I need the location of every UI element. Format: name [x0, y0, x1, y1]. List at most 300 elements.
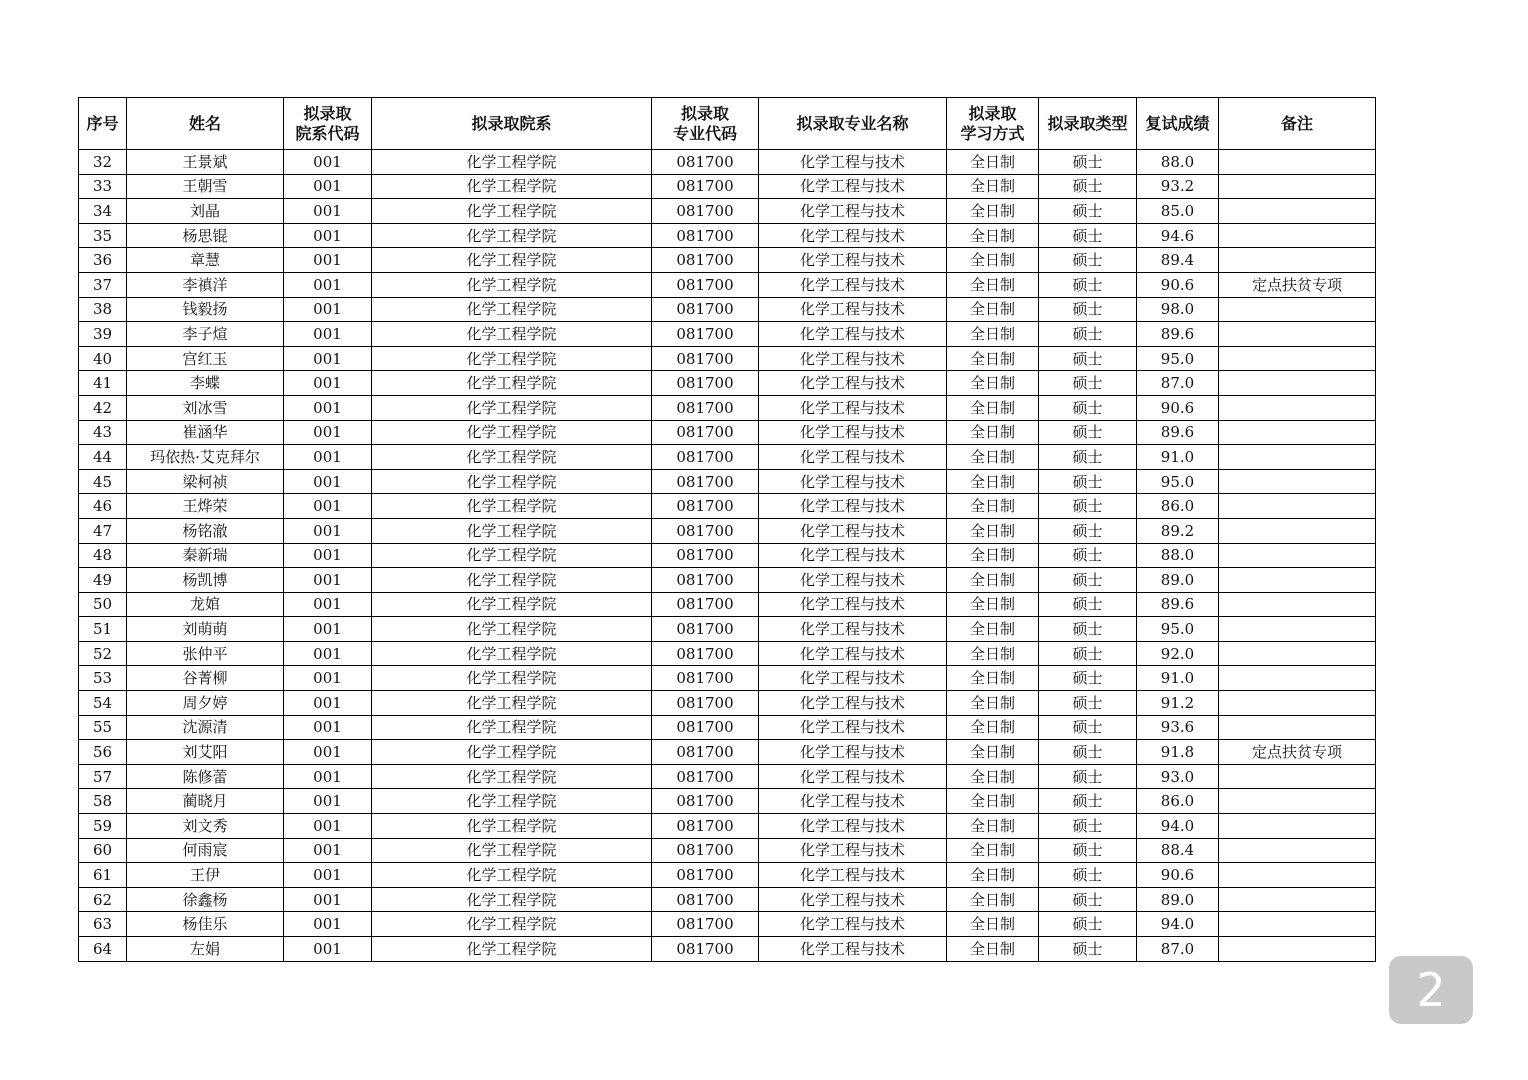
table-row [79, 420, 1376, 445]
admission-type-cell: 硕士 [1039, 887, 1137, 912]
dept-code-cell: 001 [284, 617, 372, 642]
admission-type-cell: 硕士 [1039, 617, 1137, 642]
remarks-cell [1219, 248, 1376, 273]
major-code-cell: 081700 [652, 838, 759, 863]
retest-score-cell: 94.6 [1137, 223, 1219, 248]
table-row [79, 518, 1376, 543]
header-retest-score: 复试成绩 [1137, 98, 1219, 150]
name-cell: 左娟 [127, 937, 284, 962]
retest-score-cell: 88.0 [1137, 543, 1219, 568]
study-mode-cell: 全日制 [947, 789, 1039, 814]
major-name-cell: 化学工程与技术 [759, 199, 947, 224]
dept-code-cell: 001 [284, 715, 372, 740]
header-major-code: 拟录取 专业代码 [652, 98, 759, 150]
table-body [79, 150, 1376, 962]
retest-score-cell: 86.0 [1137, 789, 1219, 814]
seq-cell: 40 [79, 346, 127, 371]
admission-type-cell: 硕士 [1039, 789, 1137, 814]
admission-type-cell: 硕士 [1039, 322, 1137, 347]
seq-cell: 53 [79, 666, 127, 691]
seq-cell: 46 [79, 494, 127, 519]
admission-type-cell: 硕士 [1039, 395, 1137, 420]
header-remarks: 备注 [1219, 98, 1376, 150]
major-code-cell: 081700 [652, 248, 759, 273]
dept-cell: 化学工程学院 [372, 445, 652, 470]
name-cell: 周夕婷 [127, 691, 284, 716]
dept-cell: 化学工程学院 [372, 322, 652, 347]
retest-score-cell: 89.6 [1137, 322, 1219, 347]
name-cell: 王景斌 [127, 150, 284, 175]
name-cell: 沈源清 [127, 715, 284, 740]
retest-score-cell: 93.0 [1137, 764, 1219, 789]
study-mode-cell: 全日制 [947, 494, 1039, 519]
major-code-cell: 081700 [652, 740, 759, 765]
dept-code-cell: 001 [284, 395, 372, 420]
dept-cell: 化学工程学院 [372, 420, 652, 445]
dept-code-cell: 001 [284, 592, 372, 617]
remarks-cell [1219, 887, 1376, 912]
dept-code-cell: 001 [284, 814, 372, 839]
table-row [79, 912, 1376, 937]
major-name-cell: 化学工程与技术 [759, 272, 947, 297]
admission-type-cell: 硕士 [1039, 199, 1137, 224]
major-code-cell: 081700 [652, 715, 759, 740]
dept-cell: 化学工程学院 [372, 174, 652, 199]
seq-cell: 38 [79, 297, 127, 322]
remarks-cell [1219, 715, 1376, 740]
major-name-cell: 化学工程与技术 [759, 445, 947, 470]
major-code-cell: 081700 [652, 789, 759, 814]
remarks-cell [1219, 912, 1376, 937]
admission-type-cell: 硕士 [1039, 445, 1137, 470]
study-mode-cell: 全日制 [947, 518, 1039, 543]
table-row [79, 740, 1376, 765]
remarks-cell [1219, 346, 1376, 371]
admission-table [78, 97, 1376, 962]
dept-code-cell: 001 [284, 937, 372, 962]
dept-code-cell: 001 [284, 272, 372, 297]
remarks-cell [1219, 469, 1376, 494]
dept-code-cell: 001 [284, 150, 372, 175]
study-mode-cell: 全日制 [947, 469, 1039, 494]
seq-cell: 55 [79, 715, 127, 740]
remarks-cell: 定点扶贫专项 [1219, 272, 1376, 297]
table-row [79, 789, 1376, 814]
retest-score-cell: 88.4 [1137, 838, 1219, 863]
study-mode-cell: 全日制 [947, 199, 1039, 224]
major-name-cell: 化学工程与技术 [759, 322, 947, 347]
table-row [79, 199, 1376, 224]
remarks-cell [1219, 297, 1376, 322]
name-cell: 玛依热·艾克拜尔 [127, 445, 284, 470]
admission-type-cell: 硕士 [1039, 912, 1137, 937]
study-mode-cell: 全日制 [947, 297, 1039, 322]
remarks-cell [1219, 420, 1376, 445]
admission-type-cell: 硕士 [1039, 641, 1137, 666]
dept-code-cell: 001 [284, 494, 372, 519]
remarks-cell [1219, 814, 1376, 839]
dept-cell: 化学工程学院 [372, 346, 652, 371]
seq-cell: 61 [79, 863, 127, 888]
study-mode-cell: 全日制 [947, 420, 1039, 445]
admission-type-cell: 硕士 [1039, 715, 1137, 740]
remarks-cell [1219, 764, 1376, 789]
admission-type-cell: 硕士 [1039, 814, 1137, 839]
table-header-row [79, 98, 1376, 150]
dept-code-cell: 001 [284, 887, 372, 912]
remarks-cell [1219, 174, 1376, 199]
major-name-cell: 化学工程与技术 [759, 568, 947, 593]
dept-code-cell: 001 [284, 764, 372, 789]
retest-score-cell: 89.2 [1137, 518, 1219, 543]
study-mode-cell: 全日制 [947, 912, 1039, 937]
name-cell: 王朝雪 [127, 174, 284, 199]
seq-cell: 32 [79, 150, 127, 175]
header-name: 姓名 [127, 98, 284, 150]
retest-score-cell: 91.2 [1137, 691, 1219, 716]
dept-code-cell: 001 [284, 297, 372, 322]
name-cell: 蔺晓月 [127, 789, 284, 814]
header-seq: 序号 [79, 98, 127, 150]
dept-code-cell: 001 [284, 666, 372, 691]
dept-cell: 化学工程学院 [372, 691, 652, 716]
major-name-cell: 化学工程与技术 [759, 789, 947, 814]
dept-cell: 化学工程学院 [372, 863, 652, 888]
remarks-cell [1219, 494, 1376, 519]
name-cell: 梁柯祯 [127, 469, 284, 494]
retest-score-cell: 91.8 [1137, 740, 1219, 765]
major-code-cell: 081700 [652, 592, 759, 617]
dept-code-cell: 001 [284, 691, 372, 716]
major-name-cell: 化学工程与技术 [759, 420, 947, 445]
admission-type-cell: 硕士 [1039, 937, 1137, 962]
major-code-cell: 081700 [652, 863, 759, 888]
study-mode-cell: 全日制 [947, 740, 1039, 765]
table-row [79, 371, 1376, 396]
study-mode-cell: 全日制 [947, 371, 1039, 396]
name-cell: 刘冰雪 [127, 395, 284, 420]
study-mode-cell: 全日制 [947, 887, 1039, 912]
study-mode-cell: 全日制 [947, 346, 1039, 371]
admission-type-cell: 硕士 [1039, 666, 1137, 691]
major-name-cell: 化学工程与技术 [759, 887, 947, 912]
major-code-cell: 081700 [652, 346, 759, 371]
major-code-cell: 081700 [652, 371, 759, 396]
table-row [79, 174, 1376, 199]
seq-cell: 35 [79, 223, 127, 248]
name-cell: 徐鑫杨 [127, 887, 284, 912]
name-cell: 杨凯博 [127, 568, 284, 593]
name-cell: 龙婠 [127, 592, 284, 617]
admission-type-cell: 硕士 [1039, 740, 1137, 765]
retest-score-cell: 86.0 [1137, 494, 1219, 519]
major-name-cell: 化学工程与技术 [759, 691, 947, 716]
admission-type-cell: 硕士 [1039, 248, 1137, 273]
dept-cell: 化学工程学院 [372, 912, 652, 937]
study-mode-cell: 全日制 [947, 838, 1039, 863]
retest-score-cell: 92.0 [1137, 641, 1219, 666]
seq-cell: 45 [79, 469, 127, 494]
major-code-cell: 081700 [652, 297, 759, 322]
remarks-cell [1219, 568, 1376, 593]
major-code-cell: 081700 [652, 887, 759, 912]
seq-cell: 43 [79, 420, 127, 445]
table-row [79, 494, 1376, 519]
seq-cell: 33 [79, 174, 127, 199]
major-code-cell: 081700 [652, 199, 759, 224]
admission-type-cell: 硕士 [1039, 838, 1137, 863]
major-name-cell: 化学工程与技术 [759, 740, 947, 765]
table-row [79, 568, 1376, 593]
dept-cell: 化学工程学院 [372, 617, 652, 642]
admission-type-cell: 硕士 [1039, 568, 1137, 593]
major-name-cell: 化学工程与技术 [759, 764, 947, 789]
admission-type-cell: 硕士 [1039, 420, 1137, 445]
remarks-cell [1219, 371, 1376, 396]
dept-code-cell: 001 [284, 248, 372, 273]
table-row [79, 150, 1376, 175]
retest-score-cell: 94.0 [1137, 912, 1219, 937]
major-name-cell: 化学工程与技术 [759, 592, 947, 617]
dept-cell: 化学工程学院 [372, 494, 652, 519]
study-mode-cell: 全日制 [947, 568, 1039, 593]
table-row [79, 937, 1376, 962]
seq-cell: 41 [79, 371, 127, 396]
study-mode-cell: 全日制 [947, 666, 1039, 691]
study-mode-cell: 全日制 [947, 272, 1039, 297]
seq-cell: 52 [79, 641, 127, 666]
study-mode-cell: 全日制 [947, 814, 1039, 839]
major-name-cell: 化学工程与技术 [759, 518, 947, 543]
name-cell: 陈修蕾 [127, 764, 284, 789]
table-row [79, 469, 1376, 494]
dept-cell: 化学工程学院 [372, 568, 652, 593]
seq-cell: 47 [79, 518, 127, 543]
remarks-cell [1219, 617, 1376, 642]
dept-cell: 化学工程学院 [372, 543, 652, 568]
dept-cell: 化学工程学院 [372, 395, 652, 420]
dept-cell: 化学工程学院 [372, 199, 652, 224]
admission-type-cell: 硕士 [1039, 543, 1137, 568]
header-dept: 拟录取院系 [372, 98, 652, 150]
major-code-cell: 081700 [652, 223, 759, 248]
major-name-cell: 化学工程与技术 [759, 469, 947, 494]
retest-score-cell: 90.6 [1137, 395, 1219, 420]
seq-cell: 44 [79, 445, 127, 470]
major-name-cell: 化学工程与技术 [759, 395, 947, 420]
retest-score-cell: 89.0 [1137, 887, 1219, 912]
header-major-name: 拟录取专业名称 [759, 98, 947, 150]
major-name-cell: 化学工程与技术 [759, 150, 947, 175]
seq-cell: 36 [79, 248, 127, 273]
major-code-cell: 081700 [652, 764, 759, 789]
major-code-cell: 081700 [652, 814, 759, 839]
remarks-cell [1219, 666, 1376, 691]
seq-cell: 63 [79, 912, 127, 937]
table-row [79, 223, 1376, 248]
dept-code-cell: 001 [284, 789, 372, 814]
admission-type-cell: 硕士 [1039, 174, 1137, 199]
major-name-cell: 化学工程与技术 [759, 641, 947, 666]
table-row [79, 395, 1376, 420]
major-code-cell: 081700 [652, 568, 759, 593]
major-code-cell: 081700 [652, 322, 759, 347]
table-row [79, 297, 1376, 322]
dept-cell: 化学工程学院 [372, 272, 652, 297]
major-code-cell: 081700 [652, 272, 759, 297]
table-row [79, 592, 1376, 617]
major-name-cell: 化学工程与技术 [759, 912, 947, 937]
table-row [79, 641, 1376, 666]
major-name-cell: 化学工程与技术 [759, 346, 947, 371]
seq-cell: 58 [79, 789, 127, 814]
seq-cell: 39 [79, 322, 127, 347]
study-mode-cell: 全日制 [947, 395, 1039, 420]
table-row [79, 322, 1376, 347]
remarks-cell [1219, 223, 1376, 248]
name-cell: 李蝶 [127, 371, 284, 396]
major-name-cell: 化学工程与技术 [759, 666, 947, 691]
seq-cell: 49 [79, 568, 127, 593]
table-row [79, 838, 1376, 863]
major-code-cell: 081700 [652, 518, 759, 543]
remarks-cell [1219, 395, 1376, 420]
major-name-cell: 化学工程与技术 [759, 297, 947, 322]
remarks-cell [1219, 150, 1376, 175]
major-name-cell: 化学工程与技术 [759, 248, 947, 273]
dept-code-cell: 001 [284, 543, 372, 568]
dept-code-cell: 001 [284, 445, 372, 470]
study-mode-cell: 全日制 [947, 691, 1039, 716]
major-name-cell: 化学工程与技术 [759, 838, 947, 863]
major-name-cell: 化学工程与技术 [759, 617, 947, 642]
dept-cell: 化学工程学院 [372, 371, 652, 396]
name-cell: 李禛洋 [127, 272, 284, 297]
header-dept-code: 拟录取 院系代码 [284, 98, 372, 150]
dept-cell: 化学工程学院 [372, 764, 652, 789]
major-code-cell: 081700 [652, 395, 759, 420]
retest-score-cell: 94.0 [1137, 814, 1219, 839]
name-cell: 杨铭澈 [127, 518, 284, 543]
remarks-cell [1219, 937, 1376, 962]
dept-cell: 化学工程学院 [372, 592, 652, 617]
study-mode-cell: 全日制 [947, 863, 1039, 888]
name-cell: 刘萌萌 [127, 617, 284, 642]
dept-code-cell: 001 [284, 322, 372, 347]
dept-cell: 化学工程学院 [372, 937, 652, 962]
major-name-cell: 化学工程与技术 [759, 863, 947, 888]
admission-type-cell: 硕士 [1039, 272, 1137, 297]
dept-code-cell: 001 [284, 174, 372, 199]
retest-score-cell: 89.6 [1137, 420, 1219, 445]
header-study-mode: 拟录取 学习方式 [947, 98, 1039, 150]
seq-cell: 34 [79, 199, 127, 224]
admission-type-cell: 硕士 [1039, 518, 1137, 543]
dept-code-cell: 001 [284, 912, 372, 937]
name-cell: 秦新瑞 [127, 543, 284, 568]
major-code-cell: 081700 [652, 469, 759, 494]
dept-cell: 化学工程学院 [372, 248, 652, 273]
dept-cell: 化学工程学院 [372, 297, 652, 322]
dept-code-cell: 001 [284, 838, 372, 863]
dept-cell: 化学工程学院 [372, 838, 652, 863]
retest-score-cell: 93.6 [1137, 715, 1219, 740]
remarks-cell [1219, 789, 1376, 814]
study-mode-cell: 全日制 [947, 715, 1039, 740]
name-cell: 李子煊 [127, 322, 284, 347]
table-row [79, 248, 1376, 273]
retest-score-cell: 89.0 [1137, 568, 1219, 593]
admission-type-cell: 硕士 [1039, 764, 1137, 789]
table-row [79, 666, 1376, 691]
seq-cell: 60 [79, 838, 127, 863]
table-row [79, 814, 1376, 839]
dept-code-cell: 001 [284, 518, 372, 543]
admission-type-cell: 硕士 [1039, 494, 1137, 519]
admission-type-cell: 硕士 [1039, 371, 1137, 396]
major-code-cell: 081700 [652, 641, 759, 666]
study-mode-cell: 全日制 [947, 641, 1039, 666]
seq-cell: 42 [79, 395, 127, 420]
major-code-cell: 081700 [652, 912, 759, 937]
major-name-cell: 化学工程与技术 [759, 371, 947, 396]
major-code-cell: 081700 [652, 174, 759, 199]
remarks-cell [1219, 543, 1376, 568]
admission-type-cell: 硕士 [1039, 863, 1137, 888]
dept-cell: 化学工程学院 [372, 814, 652, 839]
seq-cell: 50 [79, 592, 127, 617]
major-code-cell: 081700 [652, 420, 759, 445]
dept-cell: 化学工程学院 [372, 666, 652, 691]
name-cell: 杨佳乐 [127, 912, 284, 937]
major-code-cell: 081700 [652, 150, 759, 175]
retest-score-cell: 95.0 [1137, 469, 1219, 494]
table-row [79, 445, 1376, 470]
study-mode-cell: 全日制 [947, 150, 1039, 175]
remarks-cell [1219, 322, 1376, 347]
seq-cell: 51 [79, 617, 127, 642]
seq-cell: 64 [79, 937, 127, 962]
name-cell: 谷菁柳 [127, 666, 284, 691]
dept-code-cell: 001 [284, 420, 372, 445]
study-mode-cell: 全日制 [947, 764, 1039, 789]
seq-cell: 56 [79, 740, 127, 765]
retest-score-cell: 95.0 [1137, 346, 1219, 371]
major-name-cell: 化学工程与技术 [759, 543, 947, 568]
dept-code-cell: 001 [284, 371, 372, 396]
name-cell: 刘文秀 [127, 814, 284, 839]
dept-cell: 化学工程学院 [372, 887, 652, 912]
admission-type-cell: 硕士 [1039, 691, 1137, 716]
page-number-badge[interactable]: 2 [1389, 956, 1473, 1024]
retest-score-cell: 87.0 [1137, 937, 1219, 962]
major-code-cell: 081700 [652, 445, 759, 470]
name-cell: 崔涵华 [127, 420, 284, 445]
table-row [79, 543, 1376, 568]
retest-score-cell: 89.6 [1137, 592, 1219, 617]
retest-score-cell: 95.0 [1137, 617, 1219, 642]
name-cell: 杨思锟 [127, 223, 284, 248]
study-mode-cell: 全日制 [947, 445, 1039, 470]
study-mode-cell: 全日制 [947, 937, 1039, 962]
retest-score-cell: 85.0 [1137, 199, 1219, 224]
admission-type-cell: 硕士 [1039, 592, 1137, 617]
dept-code-cell: 001 [284, 469, 372, 494]
name-cell: 张仲平 [127, 641, 284, 666]
retest-score-cell: 89.4 [1137, 248, 1219, 273]
header-admission-type: 拟录取类型 [1039, 98, 1137, 150]
admission-type-cell: 硕士 [1039, 297, 1137, 322]
